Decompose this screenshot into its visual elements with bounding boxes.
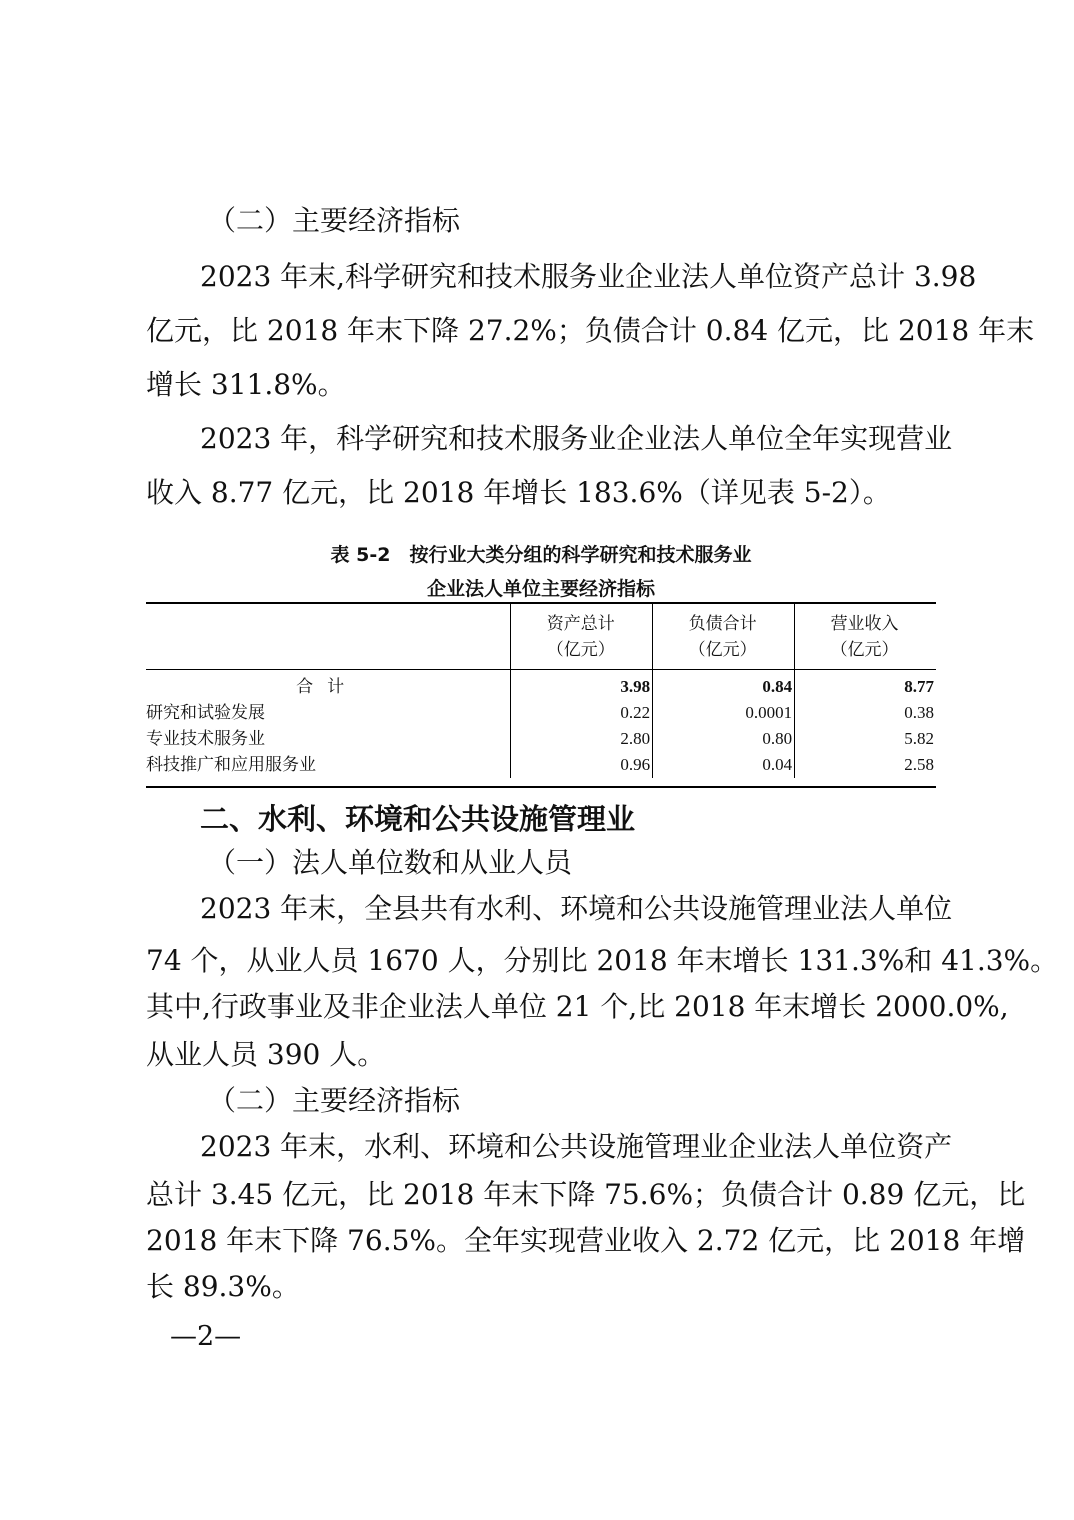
header-label: 资产总计 — [546, 614, 615, 634]
cell-value: 0.96 — [511, 752, 653, 778]
row-label: 科技推广和应用服务业 — [146, 755, 316, 774]
cell-value: 0.04 — [653, 752, 795, 778]
paragraph-line: 亿元，比 2018 年末下降 27.2%；负债合计 0.84 亿元，比 2018 年末 — [146, 314, 1035, 347]
paragraph-line: 总计 3.45 亿元，比 2018 年末下降 75.6%；负债合计 0.89 亿元，比 — [146, 1178, 1026, 1211]
paragraph-line: 2018 年末下降 76.5%。全年实现营业收入 2.72 亿元，比 2018 年增 — [146, 1224, 1026, 1257]
paragraph-line: 收入 8.77 亿元，比 2018 年增长 183.6%（详见表 5-2）。 — [146, 476, 891, 509]
cell-value: 2.80 — [511, 726, 653, 752]
section-heading: 二、水利、环境和公共设施管理业 — [200, 802, 636, 836]
paragraph-line: 增长 311.8%。 — [146, 368, 346, 401]
cell-value: 0.0001 — [653, 700, 795, 726]
table-bottom-rule — [146, 786, 936, 788]
cell-value: 8.77 — [795, 670, 936, 701]
page-number: —2— — [170, 1321, 242, 1352]
paragraph-line: 2023 年，科学研究和技术服务业企业法人单位全年实现营业 — [200, 422, 953, 455]
table-caption-line2: 企业法人单位主要经济指标 — [426, 578, 655, 600]
row-label: 合计 — [296, 677, 359, 697]
header-revenue — [795, 603, 936, 670]
header-assets — [511, 603, 653, 670]
table-row — [146, 700, 936, 726]
paragraph-line: 2023 年末，全县共有水利、环境和公共设施管理业法人单位 — [200, 892, 953, 925]
cell-value: 2.58 — [795, 752, 936, 778]
header-unit: （亿元） — [546, 640, 615, 660]
table-header-row — [146, 603, 936, 670]
paragraph-line: 2023 年末,科学研究和技术服务业企业法人单位资产总计 3.98 — [200, 260, 977, 293]
table-row — [146, 752, 936, 778]
header-stub — [146, 603, 511, 670]
subheading-units-employees: （一）法人单位数和从业人员 — [208, 846, 573, 879]
paragraph-line: 2023 年末，水利、环境和公共设施管理业企业法人单位资产 — [200, 1130, 953, 1163]
paragraph-line: 从业人员 390 人。 — [146, 1038, 386, 1071]
subheading-main-indicators: （二）主要经济指标 — [208, 204, 461, 237]
paragraph-line: 长 89.3%。 — [146, 1270, 300, 1303]
row-label: 专业技术服务业 — [146, 729, 265, 748]
cell-value: 0.84 — [653, 670, 795, 701]
header-label: 营业收入 — [830, 614, 899, 634]
cell-value: 0.38 — [795, 700, 936, 726]
row-label: 研究和试验发展 — [146, 703, 265, 722]
cell-value: 0.80 — [653, 726, 795, 752]
table-caption-line1: 表 5-2 按行业大类分组的科学研究和技术服务业 — [330, 544, 752, 566]
cell-value: 3.98 — [511, 670, 653, 701]
table-row — [146, 726, 936, 752]
table-row-total — [146, 670, 936, 701]
paragraph-line: 其中,行政事业及非企业法人单位 21 个,比 2018 年末增长 2000.0%, — [146, 990, 1009, 1023]
cell-value: 0.22 — [511, 700, 653, 726]
header-unit: （亿元） — [830, 640, 899, 660]
cell-value: 5.82 — [795, 726, 936, 752]
header-label: 负债合计 — [688, 614, 757, 634]
paragraph-line: 74 个，从业人员 1670 人，分别比 2018 年末增长 131.3%和 41.3%。 — [146, 944, 1059, 977]
header-unit: （亿元） — [688, 640, 757, 660]
data-table — [146, 603, 936, 778]
header-liabilities — [653, 603, 795, 670]
subheading-main-indicators-2: （二）主要经济指标 — [208, 1084, 461, 1117]
